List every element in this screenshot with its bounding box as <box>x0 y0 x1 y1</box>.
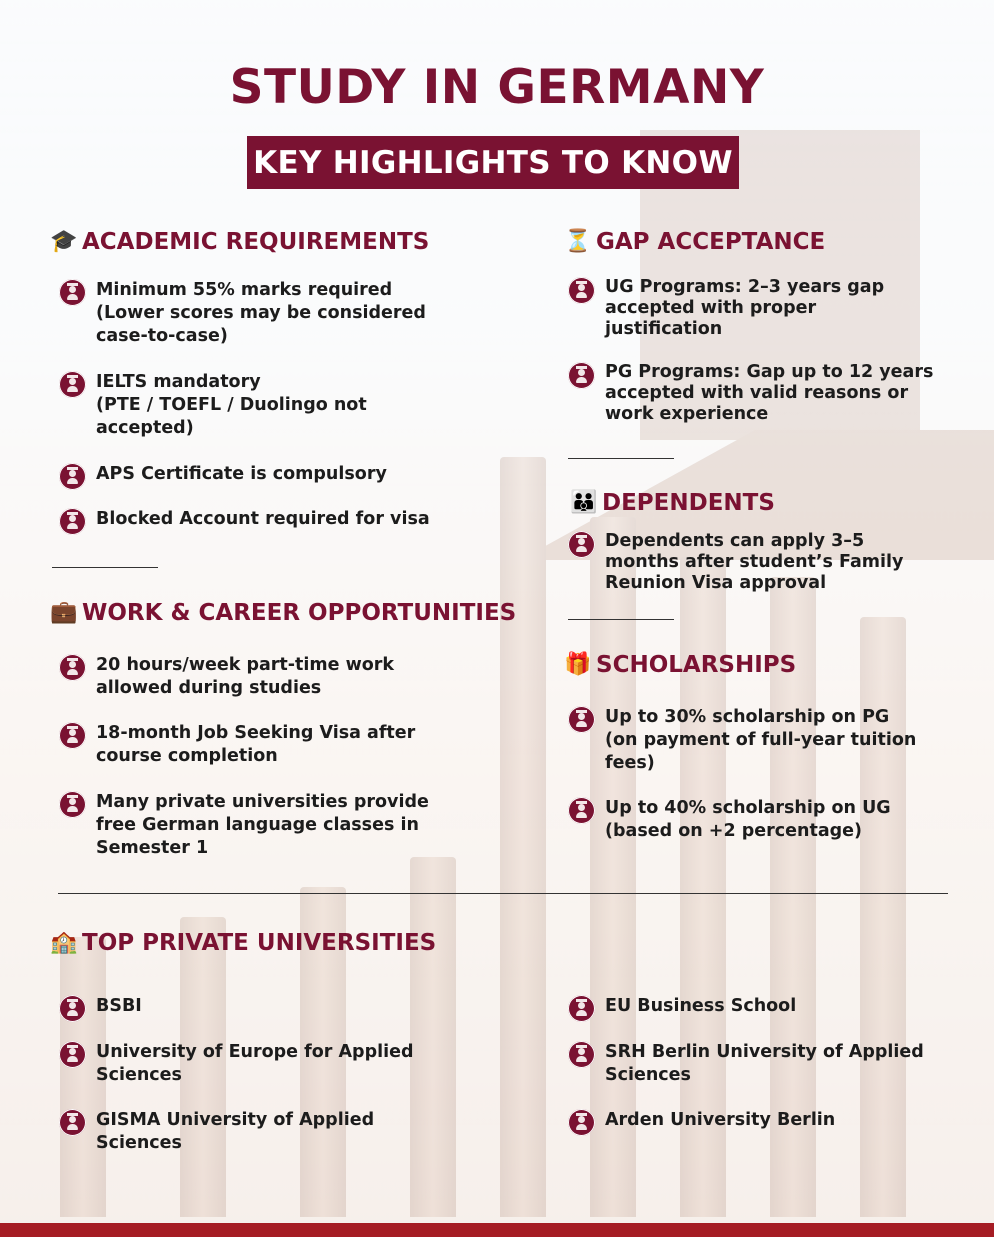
student-avatar-icon <box>59 463 86 490</box>
list-item <box>59 995 142 1022</box>
briefcase-icon: 💼 <box>50 600 78 625</box>
student-avatar-icon <box>59 1041 86 1068</box>
dependents-heading-text: DEPENDENTS <box>602 490 775 516</box>
student-avatar-icon <box>59 371 86 398</box>
divider <box>568 619 674 620</box>
bottom-accent-bar <box>0 1223 994 1237</box>
item-text: PG Programs: Gap up to 12 years accepted with valid reasons or work experience <box>605 362 934 424</box>
subtitle-text: KEY HIGHLIGHTS TO KNOW <box>253 144 733 181</box>
section-divider <box>58 893 948 894</box>
scholarships-section-heading <box>564 652 796 678</box>
university-name: Arden University Berlin <box>605 1110 836 1130</box>
university-name: SRH Berlin University of Applied Sciences <box>605 1042 924 1085</box>
item-text: Many private universities provide free German language classes in Semester 1 <box>96 792 429 858</box>
list-item <box>568 706 916 775</box>
item-text: Blocked Account required for visa <box>96 509 430 529</box>
list-item <box>59 722 415 768</box>
student-avatar-icon <box>568 362 595 389</box>
student-avatar-icon <box>59 791 86 818</box>
list-item <box>59 463 387 490</box>
student-avatar-icon <box>59 722 86 749</box>
item-text: APS Certificate is compulsory <box>96 464 387 484</box>
list-item <box>568 531 903 594</box>
item-text: Minimum 55% marks required (Lower scores may be considered case-to-case) <box>96 280 426 346</box>
university-name: University of Europe for Applied Sciences <box>96 1042 414 1085</box>
graduation-cap-icon: 🎓 <box>50 229 78 254</box>
student-avatar-icon <box>568 797 595 824</box>
student-avatar-icon <box>59 654 86 681</box>
item-text: 20 hours/week part-time work allowed during studies <box>96 655 395 698</box>
item-text: Up to 30% scholarship on PG (on payment of full-year tuition fees) <box>605 707 917 773</box>
list-item <box>568 1041 924 1087</box>
gift-icon: 🎁 <box>564 652 592 677</box>
school-building-icon: 🏫 <box>50 930 78 955</box>
work-section-heading <box>50 600 516 626</box>
list-item <box>59 508 430 535</box>
student-avatar-icon <box>568 277 595 304</box>
divider <box>52 567 158 568</box>
list-item <box>59 279 426 348</box>
list-item <box>59 791 429 860</box>
item-text: UG Programs: 2–3 years gap accepted with proper justification <box>605 277 885 339</box>
scholarships-heading-text: SCHOLARSHIPS <box>596 652 797 678</box>
student-avatar-icon <box>59 508 86 535</box>
list-item <box>59 1109 374 1155</box>
universities-heading-text: TOP PRIVATE UNIVERSITIES <box>82 930 437 956</box>
page-title: STUDY IN GERMANY <box>229 60 765 115</box>
universities-section-heading <box>50 930 436 956</box>
item-text: 18-month Job Seeking Visa after course completion <box>96 723 416 766</box>
list-item <box>59 654 394 700</box>
university-name: BSBI <box>96 996 142 1016</box>
dependents-section-heading <box>570 490 775 516</box>
academic-section-heading <box>50 229 429 255</box>
academic-heading-text: ACADEMIC REQUIREMENTS <box>82 229 430 255</box>
student-avatar-icon <box>59 995 86 1022</box>
list-item <box>568 995 796 1022</box>
student-avatar-icon <box>568 706 595 733</box>
list-item <box>59 1041 414 1087</box>
student-avatar-icon <box>59 1109 86 1136</box>
gap-section-heading <box>564 229 825 255</box>
item-text: Up to 40% scholarship on UG (based on +2 percentage) <box>605 798 891 841</box>
student-avatar-icon <box>568 1109 595 1136</box>
hourglass-icon: ⏳ <box>564 229 592 254</box>
work-heading-text: WORK & CAREER OPPORTUNITIES <box>82 600 517 626</box>
list-item <box>568 1109 835 1136</box>
student-avatar-icon <box>568 531 595 558</box>
university-name: GISMA University of Applied Sciences <box>96 1110 375 1153</box>
item-text: Dependents can apply 3–5 months after student’s Family Reunion Visa approval <box>605 531 904 593</box>
student-avatar-icon <box>59 279 86 306</box>
list-item <box>568 277 884 340</box>
subtitle-banner <box>247 136 739 189</box>
divider <box>568 458 674 459</box>
student-avatar-icon <box>568 1041 595 1068</box>
family-icon: 👪 <box>570 490 598 515</box>
item-text: IELTS mandatory (PTE / TOEFL / Duolingo not accepted) <box>96 372 367 438</box>
university-name: EU Business School <box>605 996 797 1016</box>
list-item <box>568 797 891 843</box>
gap-heading-text: GAP ACCEPTANCE <box>596 229 826 255</box>
list-item <box>59 371 367 440</box>
list-item <box>568 362 933 425</box>
student-avatar-icon <box>568 995 595 1022</box>
